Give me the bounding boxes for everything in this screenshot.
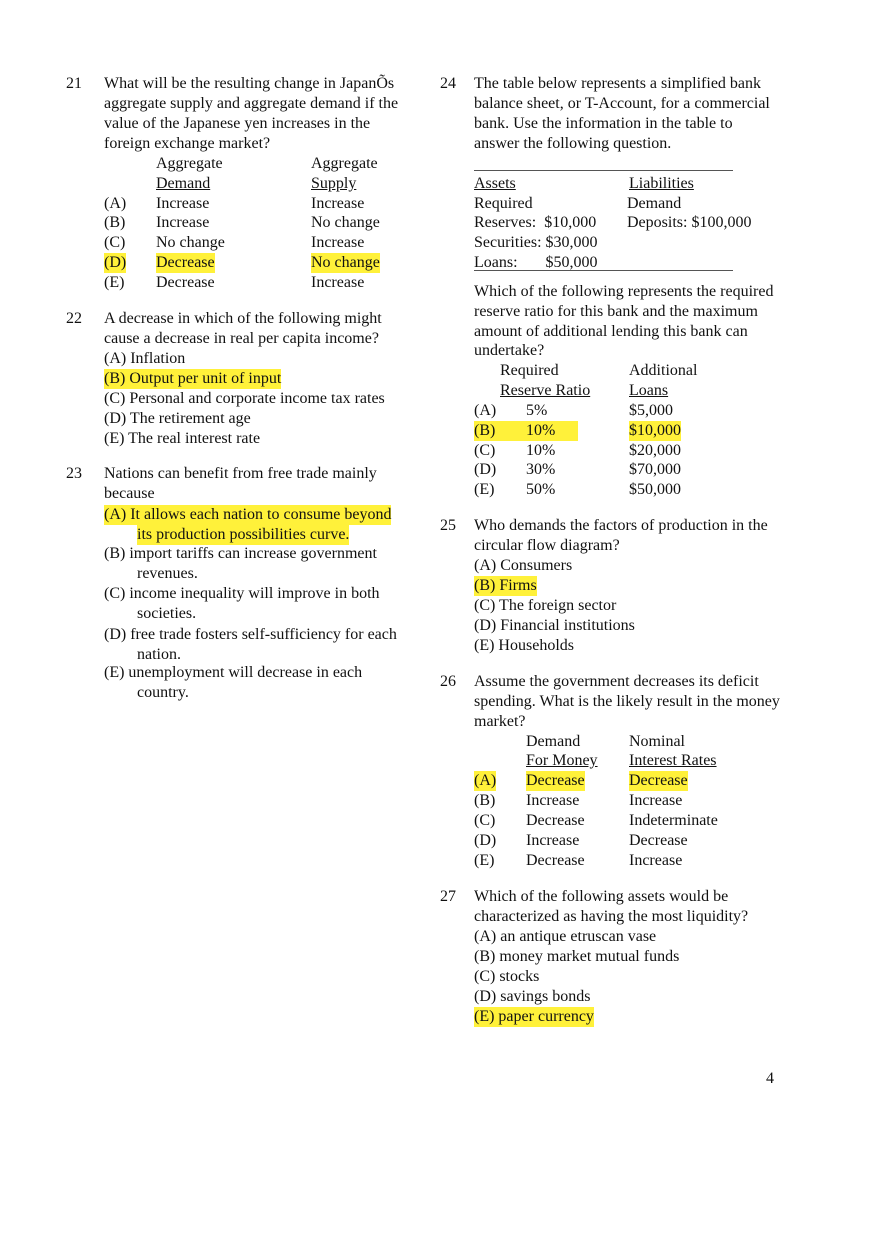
question-number: 26 [440,673,456,690]
table-cell: No change [156,234,225,251]
page-number: 4 [766,1070,774,1087]
table-cell: Decrease [629,832,688,849]
table-cell: Increase [629,852,683,869]
table-cell: Increase [311,274,365,291]
asset-line: Required [474,195,533,212]
column-header: Required [500,362,559,379]
option-highlighted: (B) Output per unit of input [104,370,282,387]
table-cell: Increase [156,214,210,231]
table-cell-highlighted: Decrease [526,772,585,789]
divider [474,170,733,171]
option-highlighted: (E) paper currency [474,1008,594,1025]
option-highlighted: its production possibilities curve. [137,526,350,543]
question-text: balance sheet, or T-Account, for a commercial [474,95,770,112]
option: (C) income inequality will improve in both [104,585,380,602]
question-text: characterized as having the most liquidity? [474,908,749,925]
table-cell: Indeterminate [629,812,718,829]
question-text: Which of the following represents the required [474,283,774,300]
option: (C) The foreign sector [474,597,617,614]
question-text: The table below represents a simplified bank [474,75,762,92]
option-letter: (E) [474,852,495,869]
question-text: answer the following question. [474,135,672,152]
option: (E) The real interest rate [104,430,261,447]
option: (C) Personal and corporate income tax rates [104,390,385,407]
option-letter: (A) [474,402,497,419]
column-header: Supply [311,175,357,192]
question-text: amount of additional lending this bank can [474,323,748,340]
question-text: value of the Japanese yen increases in the [104,115,371,132]
table-cell: 10% [526,442,556,459]
table-cell-highlighted: Decrease [629,772,688,789]
table-cell-highlighted: Decrease [156,254,215,271]
option: (A) Consumers [474,557,573,574]
option-letter: (E) [104,274,125,291]
table-cell-highlighted: No change [311,254,380,271]
asset-line: Reserves: $10,000 [474,214,597,231]
column-header: Additional [629,362,698,379]
column-header: Demand [156,175,211,192]
liability-line: Deposits: $100,000 [627,214,752,231]
option: societies. [137,605,197,622]
table-cell: $70,000 [629,461,681,478]
column-header: Reserve Ratio [500,382,591,399]
table-cell: $50,000 [629,481,681,498]
table-cell: 30% [526,461,556,478]
option-highlighted: (A) It allows each nation to consume beyond [104,506,392,523]
table-cell: Decrease [526,852,585,869]
table-cell: Increase [311,234,365,251]
column-header: Demand [526,733,581,750]
option: country. [137,684,189,701]
question-text: aggregate supply and aggregate demand if the [104,95,399,112]
option: (C) stocks [474,968,540,985]
question-text: spending. What is the likely result in the money [474,693,780,710]
option-highlighted: (B) Firms [474,577,537,594]
table-cell-highlighted: $10,000 [629,422,681,439]
table-cell: Increase [156,195,210,212]
table-cell: No change [311,214,380,231]
question-text: A decrease in which of the following might [104,310,382,327]
question-text: Assume the government decreases its deficit [474,673,759,690]
option: revenues. [137,565,198,582]
option-letter-highlighted: (D) [104,254,127,271]
table-cell: Decrease [526,812,585,829]
question-number: 24 [440,75,456,92]
table-cell: Increase [311,195,365,212]
table-cell: $5,000 [629,402,673,419]
question-text: circular flow diagram? [474,537,620,554]
table-cell-highlighted: 10% [526,422,556,439]
liabilities-header: Liabilities [629,175,694,192]
question-text: Nations can benefit from free trade mainly [104,465,377,482]
column-header: Nominal [629,733,685,750]
option: (A) Inflation [104,350,186,367]
option-letter: (D) [474,832,497,849]
option: nation. [137,646,181,663]
question-number: 21 [66,75,82,92]
question-text: market? [474,713,526,730]
question-text: reserve ratio for this bank and the maximum [474,303,758,320]
liability-line: Demand [627,195,682,212]
asset-line: Loans: $50,000 [474,254,598,271]
table-cell: Decrease [156,274,215,291]
table-cell: 50% [526,481,556,498]
question-text: because [104,485,155,502]
column-header: Aggregate [156,155,223,172]
option-letter: (E) [474,481,495,498]
option: (E) Households [474,637,574,654]
option: (D) Financial institutions [474,617,635,634]
table-cell: 5% [526,402,548,419]
option: (B) money market mutual funds [474,948,680,965]
question-text: bank. Use the information in the table to [474,115,733,132]
question-text: What will be the resulting change in JapanÕs [104,75,395,92]
question-number: 22 [66,310,82,327]
divider [474,270,733,271]
option: (D) free trade fosters self-sufficiency for each [104,626,397,643]
option: (A) an antique etruscan vase [474,928,657,945]
table-cell: $20,000 [629,442,681,459]
option: (E) unemployment will decrease in each [104,664,363,681]
option-letter-highlighted: (B) [474,421,578,441]
option-letter: (A) [104,195,127,212]
table-cell: Increase [526,832,580,849]
question-text: Which of the following assets would be [474,888,729,905]
table-cell: Increase [526,792,580,809]
question-number: 23 [66,465,82,482]
question-text: foreign exchange market? [104,135,271,152]
option-letter: (D) [474,461,497,478]
option-letter: (C) [474,812,496,829]
column-header: Interest Rates [629,752,717,769]
asset-line: Securities: $30,000 [474,234,598,251]
column-header: Aggregate [311,155,378,172]
question-text: undertake? [474,342,545,359]
column-header: For Money [526,752,598,769]
option-letter-highlighted: (A) [474,772,497,789]
option: (B) import tariffs can increase government [104,545,377,562]
question-text: Who demands the factors of production in the [474,517,768,534]
column-header: Loans [629,382,669,399]
question-number: 25 [440,517,456,534]
assets-header: Assets [474,175,516,192]
table-cell: Increase [629,792,683,809]
option-letter: (B) [104,214,126,231]
question-number: 27 [440,888,456,905]
option-letter: (C) [104,234,126,251]
question-text: cause a decrease in real per capita income? [104,330,379,347]
option: (D) savings bonds [474,988,591,1005]
option: (D) The retirement age [104,410,251,427]
option-letter: (C) [474,442,496,459]
option-letter: (B) [474,792,496,809]
